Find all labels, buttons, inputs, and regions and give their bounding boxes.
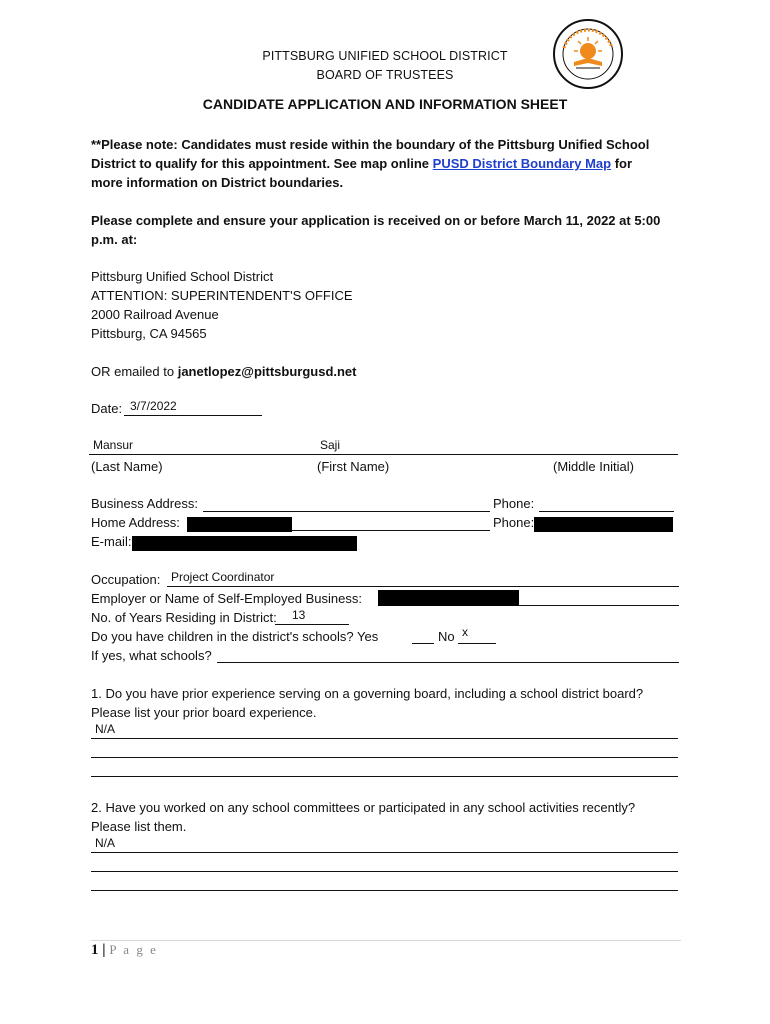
schools-label: If yes, what schools? [91, 648, 212, 663]
children-no-value: x [462, 625, 468, 639]
boundary-map-link[interactable]: PUSD District Boundary Map [432, 156, 612, 171]
redacted-employer [378, 590, 519, 606]
footer-rule [91, 940, 681, 941]
home-address-label: Home Address: [91, 515, 180, 530]
district-name: PITTSBURG UNIFIED SCHOOL DISTRICT [262, 49, 508, 63]
address-attention: ATTENTION: SUPERINTENDENT'S OFFICE [91, 288, 353, 303]
note-line-3: more information on District boundaries. [91, 175, 344, 190]
question-1-answer: N/A [95, 722, 116, 736]
first-name-label: (First Name) [317, 459, 390, 474]
email-label: E-mail: [91, 534, 132, 549]
last-name-label: (Last Name) [91, 459, 163, 474]
redacted-email [132, 536, 357, 551]
note-line-1: **Please note: Candidates must reside within the boundary of the Pittsburg Unified School [91, 137, 650, 152]
occupation-label: Occupation: [91, 572, 161, 587]
occupation-field[interactable] [167, 586, 679, 587]
contact-email: janetlopez@pittsburgusd.net [177, 364, 357, 379]
board-name: BOARD OF TRUSTEES [316, 68, 454, 82]
business-phone-label: Phone: [493, 496, 535, 511]
years-label: No. of Years Residing in District: [91, 610, 277, 625]
district-seal-icon [552, 18, 624, 90]
question-1-line-a[interactable] [91, 738, 678, 739]
employer-field[interactable] [519, 605, 679, 606]
email-prefix: OR emailed to [91, 364, 178, 379]
date-value: 3/7/2022 [130, 399, 177, 413]
email-instruction [91, 362, 357, 381]
home-address-field[interactable] [292, 530, 490, 531]
date-field-line[interactable] [124, 415, 262, 416]
deadline-line-1: Please complete and ensure your application is received on or before March 11, 2022 at 5:00 [91, 213, 661, 228]
redacted-home-address [187, 517, 292, 532]
note-line-2-text: District to qualify for this appointment. See map online [91, 156, 433, 171]
note-line-2-suffix: for [611, 156, 633, 171]
business-phone-field[interactable] [539, 511, 674, 512]
question-2-line-a[interactable] [91, 852, 678, 853]
business-address-label: Business Address: [91, 496, 198, 511]
question-1-line-c[interactable] [91, 776, 678, 777]
address-name: Pittsburg Unified School District [91, 269, 274, 284]
children-yes-field[interactable] [412, 643, 434, 644]
middle-initial-label: (Middle Initial) [553, 459, 634, 474]
page-footer [91, 942, 158, 959]
last-name-value: Mansur [93, 438, 134, 452]
address-city: Pittsburg, CA 94565 [91, 326, 207, 341]
question-2-line-2: Please list them. [91, 819, 187, 834]
first-name-value: Saji [320, 438, 341, 452]
footer-separator: | [102, 942, 106, 958]
home-phone-label: Phone: [493, 515, 535, 530]
name-field-line[interactable] [89, 454, 678, 455]
page-title: CANDIDATE APPLICATION AND INFORMATION SHEET [202, 96, 568, 112]
question-1-line-b[interactable] [91, 757, 678, 758]
question-2-answer: N/A [95, 836, 116, 850]
redacted-home-phone [534, 517, 673, 532]
question-1-line-2: Please list your prior board experience. [91, 705, 317, 720]
schools-field[interactable] [217, 662, 679, 663]
address-street: 2000 Railroad Avenue [91, 307, 219, 322]
years-field[interactable] [275, 624, 349, 625]
page-word: P a g e [109, 942, 158, 957]
question-2-line-1: 2. Have you worked on any school committees or participated in any school activities recently? [91, 800, 636, 815]
occupation-value: Project Coordinator [171, 570, 275, 584]
question-1-line-1: 1. Do you have prior experience serving on a governing board, including a school district board? [91, 686, 644, 701]
page-number: 1 [91, 942, 99, 958]
question-2-line-c[interactable] [91, 890, 678, 891]
employer-label: Employer or Name of Self-Employed Business: [91, 591, 362, 606]
children-label: Do you have children in the district's schools? Yes [91, 629, 379, 644]
note-line-2 [91, 154, 632, 173]
children-no-label: No [438, 629, 455, 644]
children-no-field[interactable] [458, 643, 496, 644]
date-label: Date: [91, 401, 123, 416]
business-address-field[interactable] [203, 511, 490, 512]
deadline-line-2: p.m. at: [91, 232, 138, 247]
question-2-line-b[interactable] [91, 871, 678, 872]
years-value: 13 [292, 608, 306, 622]
